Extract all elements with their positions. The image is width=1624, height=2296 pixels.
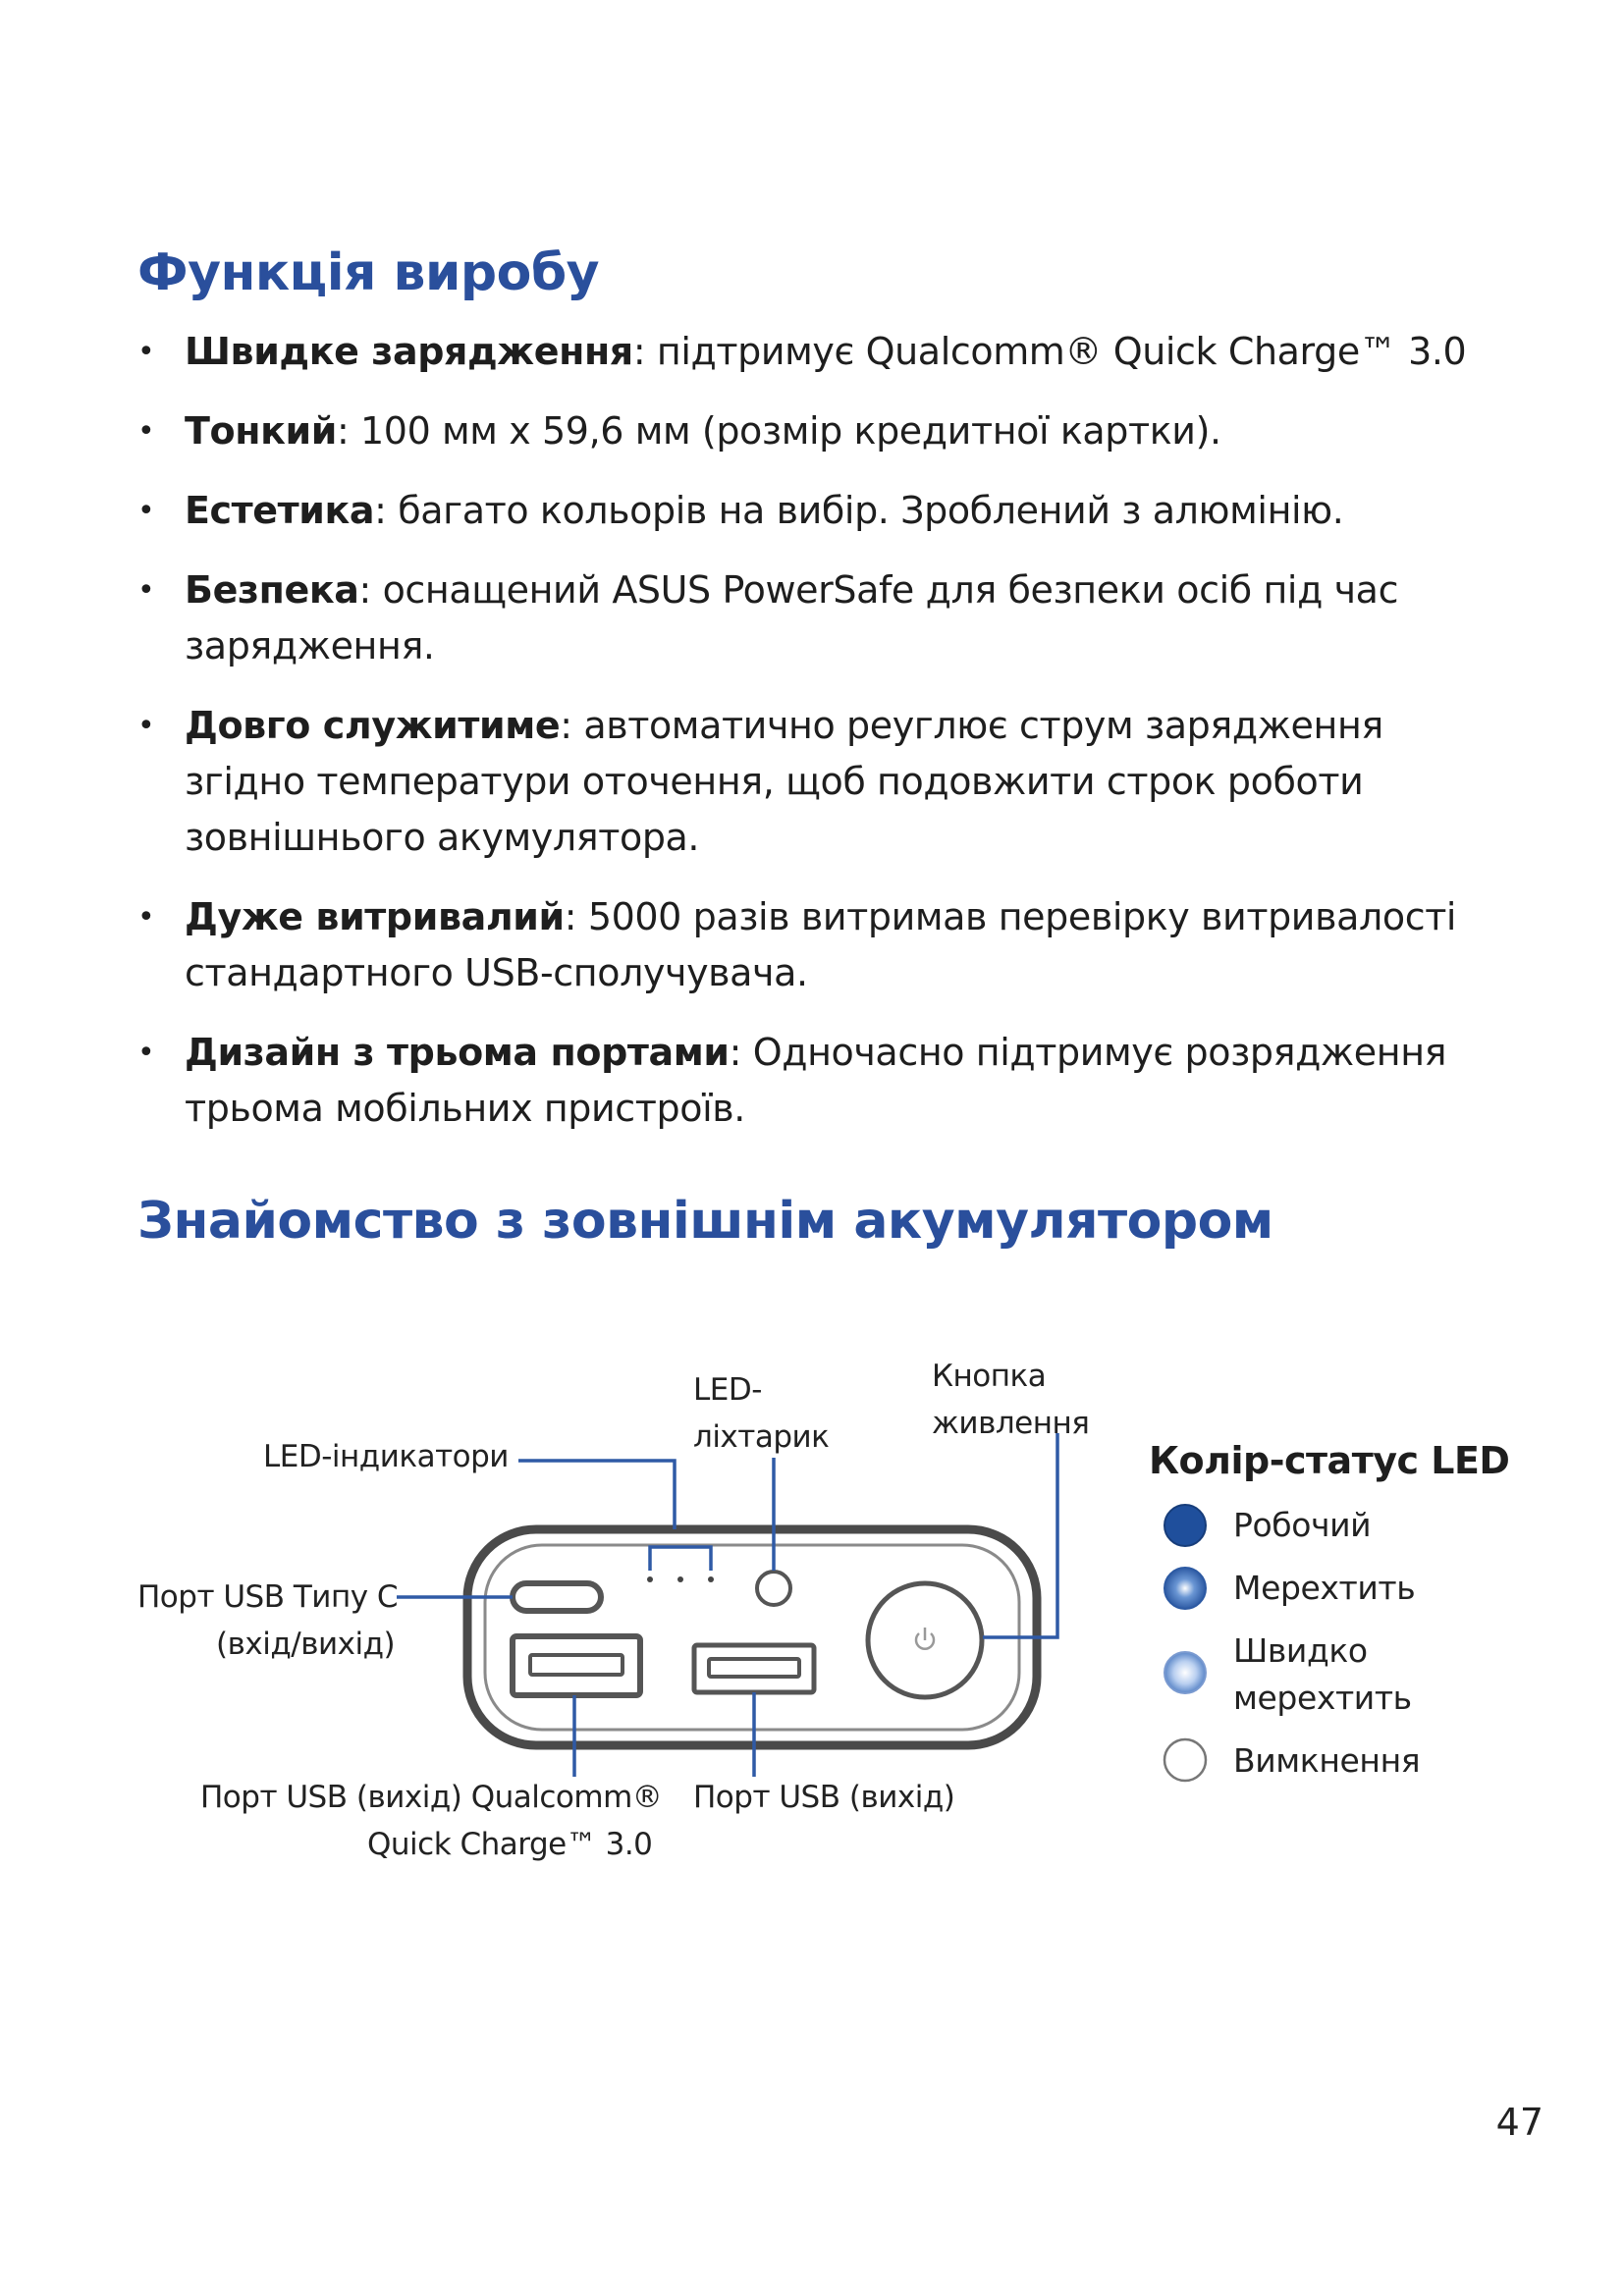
feature-text: : багато кольорів на вибір. Зроблений з алюмінію. xyxy=(374,489,1344,532)
bullet: • xyxy=(137,1036,155,1070)
led-indicator-dot xyxy=(708,1576,714,1582)
led-legend-label: Вимкнення xyxy=(1233,1741,1421,1780)
page-number: 47 xyxy=(1495,2101,1543,2144)
led-legend-label: Мерехтить xyxy=(1233,1569,1416,1607)
bullet: • xyxy=(137,335,155,369)
feature-term: Дизайн з трьома портами xyxy=(185,1031,730,1074)
list-item xyxy=(137,562,1512,674)
bullet: • xyxy=(137,573,155,608)
led-dot-blinking xyxy=(1164,1568,1206,1609)
label-flashlight-line2: ліхтарик xyxy=(693,1419,830,1455)
label-usb-qc-line2: Quick Charge™ 3.0 xyxy=(367,1827,653,1862)
leader-line-power xyxy=(983,1433,1057,1637)
feature-term: Естетика xyxy=(185,489,375,532)
feature-term: Швидке зарядження xyxy=(185,330,633,373)
led-legend-label: Робочий xyxy=(1233,1506,1372,1544)
label-led-indicators: LED-індикатори xyxy=(263,1439,509,1474)
list-item xyxy=(137,1025,1512,1137)
power-icon xyxy=(916,1628,934,1649)
label-power-line1: Кнопка xyxy=(932,1359,1047,1394)
label-usb-c-line1: Порт USB Типу С xyxy=(137,1579,399,1615)
label-usb-c-line2: (вхід/вихід) xyxy=(216,1627,396,1662)
bullet: • xyxy=(137,414,155,449)
label-flashlight-line1: LED- xyxy=(693,1372,762,1408)
led-dot-off xyxy=(1164,1739,1206,1781)
section-title-intro: Знайомство з зовнішнім акумулятором xyxy=(137,1192,1273,1251)
power-button xyxy=(868,1583,982,1697)
feature-text: : Одночасно підтримує розрядження трьома мобільних пристроїв. xyxy=(185,1031,1447,1130)
led-legend-label: мерехтить xyxy=(1233,1679,1412,1717)
list-item xyxy=(137,403,1512,459)
list-item xyxy=(137,483,1512,539)
feature-term: Тонкий xyxy=(185,409,337,453)
list-item xyxy=(137,324,1512,380)
bullet: • xyxy=(137,709,155,743)
feature-text: : 100 мм x 59,6 мм (розмір кредитної картки). xyxy=(336,409,1221,453)
led-dot-fast-blinking xyxy=(1164,1652,1206,1693)
label-usb-out: Порт USB (вихід) xyxy=(693,1780,955,1815)
bullet: • xyxy=(137,494,155,528)
feature-text: : автоматично реуглює струм зарядження згідно температури оточення, щоб подовжити строк роботи зовнішнього акумулятора. xyxy=(185,704,1383,859)
label-power-line2: живлення xyxy=(932,1406,1090,1441)
feature-text: : 5000 разів витримав перевірку витривалості стандартного USB-сполучувача. xyxy=(185,895,1457,994)
power-bank-body xyxy=(467,1529,1037,1745)
list-item xyxy=(137,889,1512,1001)
leader-line-led-bracket xyxy=(650,1547,711,1571)
label-usb-qc-line1: Порт USB (вихід) Qualcomm® xyxy=(200,1780,663,1815)
bullet: • xyxy=(137,900,155,934)
feature-term: Дуже витривалий xyxy=(185,895,565,938)
led-legend-title: Колір-статус LED xyxy=(1149,1439,1510,1482)
usb-qc-port xyxy=(513,1636,640,1695)
power-bank-body-inner xyxy=(485,1545,1019,1730)
leader-line-led-indicators xyxy=(518,1461,675,1529)
feature-term: Довго служитиме xyxy=(185,704,561,747)
feature-text: : оснащений ASUS PowerSafe для безпеки осіб під час зарядження. xyxy=(185,568,1399,667)
feature-text: : підтримує Qualcomm® Quick Charge™ 3.0 xyxy=(632,330,1467,373)
usb-port xyxy=(694,1645,814,1692)
feature-term: Безпека xyxy=(185,568,359,612)
flashlight-led xyxy=(757,1572,790,1605)
led-legend-label: Швидко xyxy=(1233,1631,1368,1670)
led-dot-working xyxy=(1164,1505,1206,1546)
section-title-features: Функція виробу xyxy=(137,243,600,302)
feature-list xyxy=(137,324,1512,1160)
usb-c-port xyxy=(513,1583,601,1611)
list-item xyxy=(137,698,1512,866)
led-indicator-dot xyxy=(647,1576,653,1582)
led-indicator-dot xyxy=(677,1576,683,1582)
